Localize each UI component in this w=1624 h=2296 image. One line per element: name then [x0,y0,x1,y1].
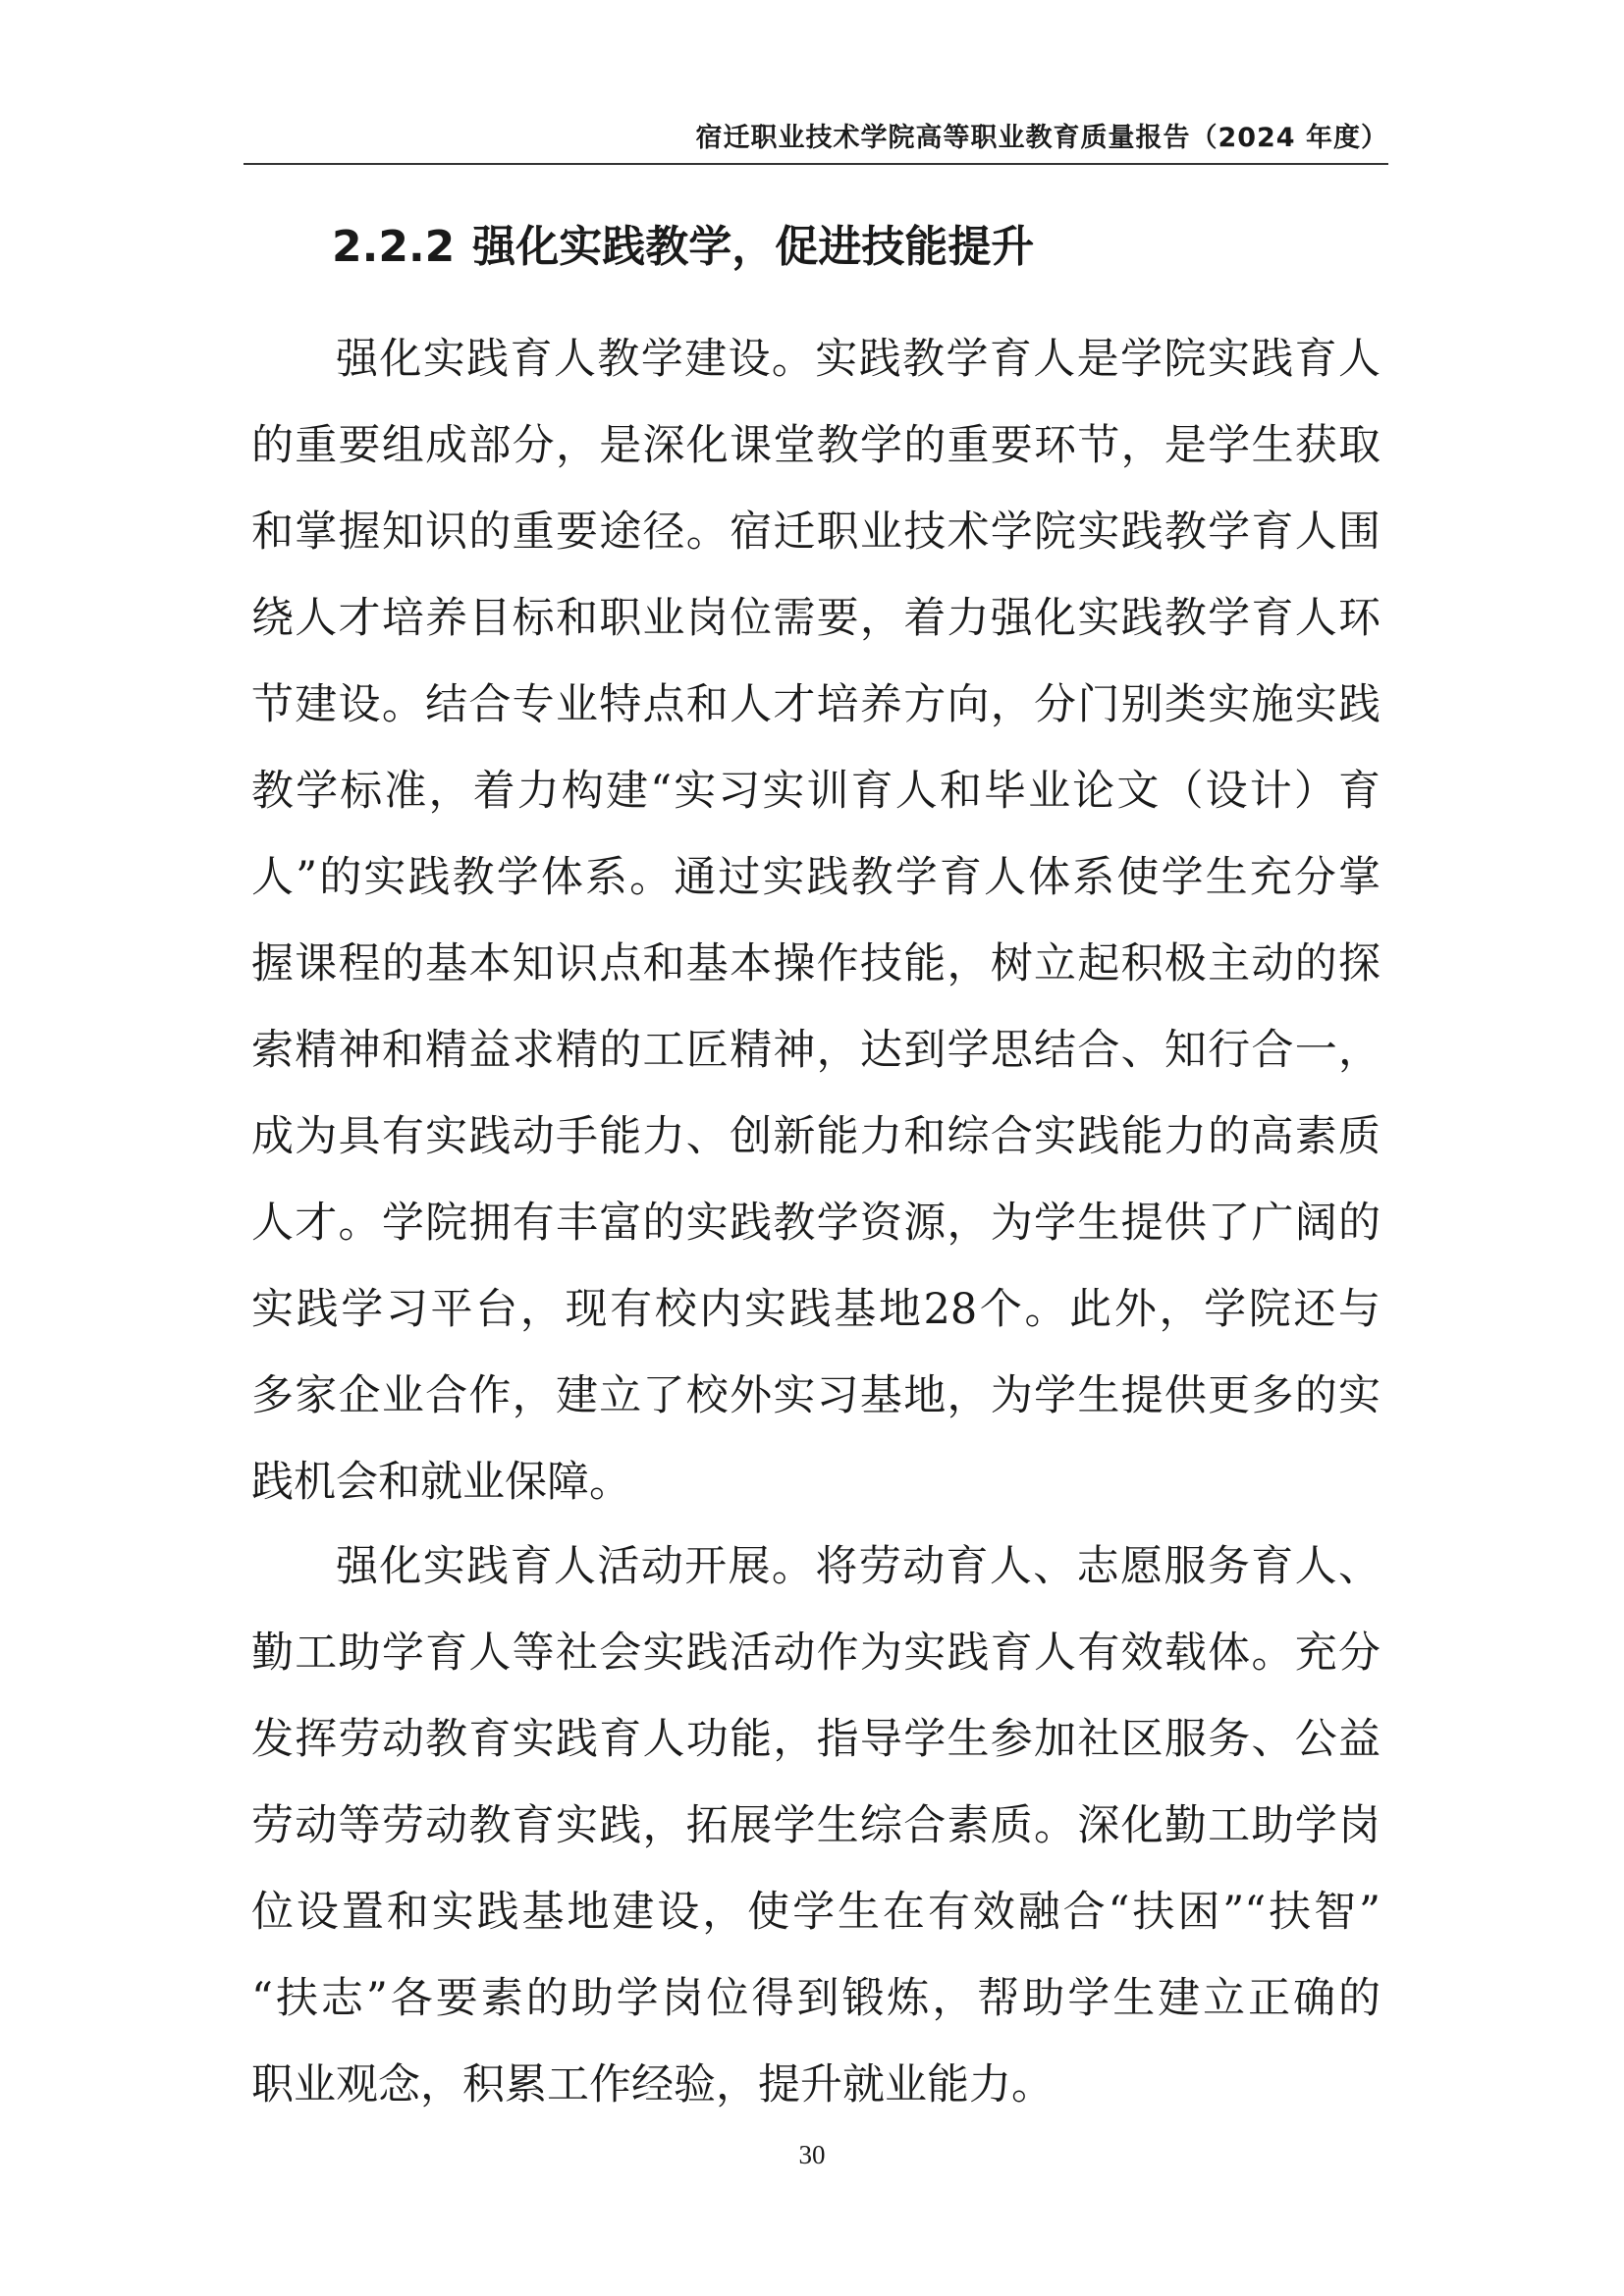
paragraph-line: 多家企业合作，建立了校外实习基地，为学生提供更多的实 [251,1371,1380,1420]
paragraph-line: 节建设。结合专业特点和人才培养方向，分门别类实施实践 [251,680,1380,729]
page-number: 30 [798,2140,826,2169]
paragraph-line: “扶志”各要素的助学岗位得到锻炼，帮助学生建立正确的 [251,1974,1380,2023]
paragraph-line: 人才。学院拥有丰富的实践教学资源，为学生提供了广阔的 [251,1199,1380,1248]
paragraph-practice-activities [251,1523,1380,2128]
paragraph-line: 劳动等劳动教育实践，拓展学生综合素质。深化勤工助学岗 [251,1801,1380,1850]
paragraph-line: 发挥劳动教育实践育人功能，指导学生参加社区服务、公益 [251,1715,1380,1764]
paragraph-line: 成为具有实践动手能力、创新能力和综合实践能力的高素质 [251,1112,1380,1161]
section-number: 2.2.2 [332,222,456,272]
paragraph-line: 绕人才培养目标和职业岗位需要，着力强化实践教学育人环 [251,594,1380,643]
paragraph-line: 的重要组成部分，是深化课堂教学的重要环节，是学生获取 [251,421,1380,470]
paragraph-line: 人”的实践教学体系。通过实践教学育人体系使学生充分掌 [251,853,1380,902]
paragraph-line: 和掌握知识的重要途径。宿迁职业技术学院实践教学育人围 [251,507,1380,557]
running-header: 宿迁职业技术学院高等职业教育质量报告（2024 年度） [695,123,1388,153]
paragraph-line: 位设置和实践基地建设，使学生在有效融合“扶困”“扶智” [251,1888,1380,1937]
section-heading [332,211,1034,274]
paragraph-practice-teaching [251,316,1380,1525]
header-divider [244,163,1388,165]
paragraph-line: 勤工助学育人等社会实践活动作为实践育人有效载体。充分 [251,1629,1380,1678]
paragraph-line: 实践学习平台，现有校内实践基地28个。此外，学院还与 [251,1285,1380,1334]
section-title: 强化实践教学，促进技能提升 [472,222,1035,272]
paragraph-line: 索精神和精益求精的工匠精神，达到学思结合、知行合一， [251,1026,1380,1075]
paragraph-line: 职业观念，积累工作经验，提升就业能力。 [251,2060,1054,2109]
paragraph-line: 践机会和就业保障。 [251,1458,631,1507]
paragraph-line: 强化实践育人活动开展。将劳动育人、志愿服务育人、 [336,1542,1380,1591]
paragraph-line: 强化实践育人教学建设。实践教学育人是学院实践育人 [336,335,1380,384]
paragraph-line: 握课程的基本知识点和基本操作技能，树立起积极主动的探 [251,939,1380,988]
paragraph-line: 教学标准，着力构建“实习实训育人和毕业论文（设计）育 [251,767,1380,816]
